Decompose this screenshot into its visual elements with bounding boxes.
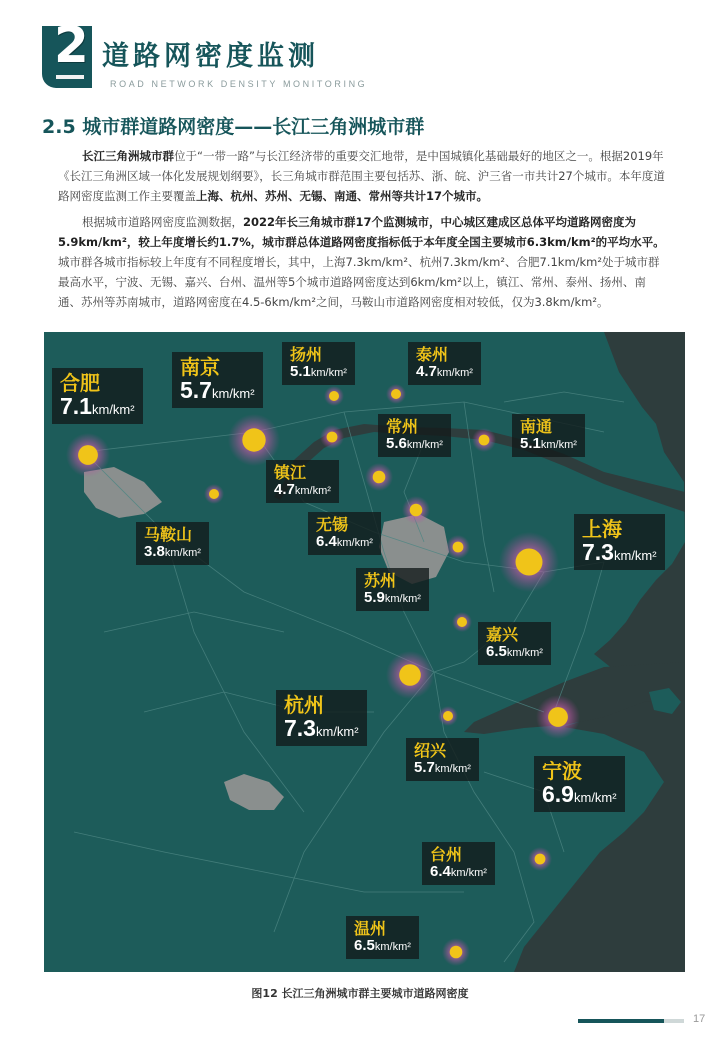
city-density-value	[364, 590, 421, 607]
city-name: 宁波	[542, 759, 582, 783]
density-number: 5.9	[364, 588, 385, 606]
density-unit: km/km²	[91, 402, 135, 417]
city-dot	[373, 471, 386, 484]
footer-bar	[578, 1019, 664, 1023]
city-label	[282, 342, 355, 385]
city-density-value	[542, 782, 617, 807]
footer-bar-light	[664, 1019, 684, 1023]
city-density-value	[144, 544, 201, 561]
city-dot	[410, 504, 423, 517]
city-name: 合肥	[60, 371, 100, 395]
city-label	[276, 690, 367, 746]
city-density-value	[290, 364, 347, 381]
city-label	[534, 756, 625, 812]
city-dot	[209, 489, 219, 499]
city-label	[266, 460, 339, 503]
paragraph-intro	[58, 146, 668, 206]
city-dot	[399, 664, 421, 686]
city-dot	[516, 549, 543, 576]
paragraph-analysis	[58, 212, 668, 312]
city-name: 南通	[520, 417, 553, 436]
paragraph-intro-bold-cities: 上海、杭州、苏州、无锡、南通、常州等共计17个城市。	[196, 189, 489, 203]
density-unit: km/km²	[374, 940, 411, 953]
city-density-value	[520, 436, 577, 453]
city-name: 台州	[430, 845, 463, 864]
density-unit: km/km²	[315, 724, 359, 739]
density-number: 5.7	[180, 377, 212, 403]
chapter-dash	[56, 75, 84, 79]
city-name: 扬州	[290, 345, 323, 364]
city-dot	[453, 542, 464, 553]
city-name: 温州	[354, 919, 387, 938]
city-density-value	[284, 716, 359, 741]
city-name: 杭州	[284, 693, 324, 717]
city-dot	[391, 389, 401, 399]
density-number: 5.1	[290, 362, 311, 380]
city-name: 嘉兴	[486, 625, 519, 644]
density-unit: km/km²	[406, 438, 443, 451]
city-density-value	[582, 540, 657, 565]
density-unit: km/km²	[450, 866, 487, 879]
city-dot	[443, 711, 453, 721]
city-label	[356, 568, 429, 611]
city-label	[378, 414, 451, 457]
city-label	[406, 738, 479, 781]
density-unit: km/km²	[434, 762, 471, 775]
density-unit: km/km²	[540, 438, 577, 451]
paragraph-intro-bold-lead: 长江三角洲城市群	[82, 149, 174, 163]
city-dot	[548, 707, 568, 727]
city-density-value	[60, 394, 135, 419]
city-label	[422, 842, 495, 885]
city-name: 无锡	[316, 515, 349, 534]
page-number: 17	[693, 1013, 706, 1025]
city-density-value	[416, 364, 473, 381]
city-name: 绍兴	[414, 741, 447, 760]
density-number: 7.3	[284, 715, 316, 741]
city-density-value	[274, 482, 331, 499]
city-dot	[479, 435, 490, 446]
city-density-value	[486, 644, 543, 661]
section-title: 2.5 城市群道路网密度——长江三角洲城市群	[42, 116, 425, 138]
city-name: 常州	[386, 417, 419, 436]
city-label	[172, 352, 263, 408]
city-name: 苏州	[364, 571, 397, 590]
city-dot	[242, 428, 265, 451]
city-dot	[535, 854, 546, 865]
city-label	[574, 514, 665, 570]
city-dot	[327, 432, 338, 443]
density-unit: km/km²	[573, 790, 617, 805]
city-name: 南京	[180, 355, 220, 379]
city-label	[52, 368, 143, 424]
city-density-value	[316, 534, 373, 551]
density-map	[44, 332, 685, 972]
density-unit: km/km²	[211, 386, 255, 401]
city-name: 马鞍山	[144, 525, 193, 544]
density-unit: km/km²	[310, 366, 347, 379]
chapter-subtitle: ROAD NETWORK DENSITY MONITORING	[110, 79, 368, 89]
city-name: 泰州	[416, 345, 449, 364]
density-number: 5.1	[520, 434, 541, 452]
city-name: 上海	[582, 517, 622, 541]
density-number: 6.5	[354, 936, 375, 954]
city-density-value	[430, 864, 487, 881]
city-label	[308, 512, 381, 555]
chapter-title: 道路网密度监测	[102, 41, 319, 72]
density-number: 7.1	[60, 393, 92, 419]
city-density-value	[386, 436, 443, 453]
city-dot	[450, 946, 463, 959]
density-unit: km/km²	[384, 592, 421, 605]
map-base	[44, 332, 685, 972]
density-unit: km/km²	[164, 546, 201, 559]
density-number: 5.6	[386, 434, 407, 452]
density-unit: km/km²	[294, 484, 331, 497]
density-number: 6.5	[486, 642, 507, 660]
density-number: 6.4	[316, 532, 337, 550]
city-dot	[457, 617, 467, 627]
chapter-number: 2	[54, 16, 89, 74]
city-label	[346, 916, 419, 959]
city-label	[478, 622, 551, 665]
density-number: 3.8	[144, 542, 165, 560]
city-density-value	[180, 378, 255, 403]
city-name: 镇江	[274, 463, 307, 482]
paragraph-analysis-lead: 根据城市道路网密度监测数据，	[82, 215, 243, 229]
paragraph-analysis-bold: 2022年长三角城市群17个监测城市，中心城区建成区总体平均道路网密度为5.9km/km²，较上年度增长约1.7%，城市群总体道路网密度指标低于本年度全国主要城市6.3km/km²的平均水平。	[58, 215, 665, 249]
density-number: 4.7	[416, 362, 437, 380]
density-number: 4.7	[274, 480, 295, 498]
density-number: 5.7	[414, 758, 435, 776]
paragraph-analysis-text: 城市群各城市指标较上年度有不同程度增长，其中，上海7.3km/km²、杭州7.3km/km²、合肥7.1km/km²处于城市群最高水平，宁波、无锡、嘉兴、台州、温州等5个城市道路网密度达到6km/km²以上，镇江、常州、泰州、扬州、南通、苏州等苏南城市，道路网密度在4.5-6km/km²之间，马鞍山市道路网密度相对较低，仅为3.8km/km²。	[58, 255, 660, 309]
density-unit: km/km²	[436, 366, 473, 379]
density-unit: km/km²	[613, 548, 657, 563]
city-label	[512, 414, 585, 457]
city-density-value	[354, 938, 411, 955]
density-unit: km/km²	[506, 646, 543, 659]
city-label	[136, 522, 209, 565]
figure-caption: 图12 长江三角洲城市群主要城市道路网密度	[251, 987, 469, 1000]
city-dot	[78, 445, 98, 465]
density-number: 6.4	[430, 862, 451, 880]
city-density-value	[414, 760, 471, 777]
density-unit: km/km²	[336, 536, 373, 549]
density-number: 7.3	[582, 539, 614, 565]
paragraph-intro-text: 位于“一带一路”与长江经济带的重要交汇地带，是中国城镇化基础最好的地区之一。根据2019年《长江三角洲区域一体化发展规划纲要》，长三角城市群范围主要包括苏、浙、皖、沪三省一市共计27个城市。本年度道路网密度监测工作主要覆盖	[58, 149, 665, 203]
city-label	[408, 342, 481, 385]
density-number: 6.9	[542, 781, 574, 807]
city-dot	[329, 391, 339, 401]
